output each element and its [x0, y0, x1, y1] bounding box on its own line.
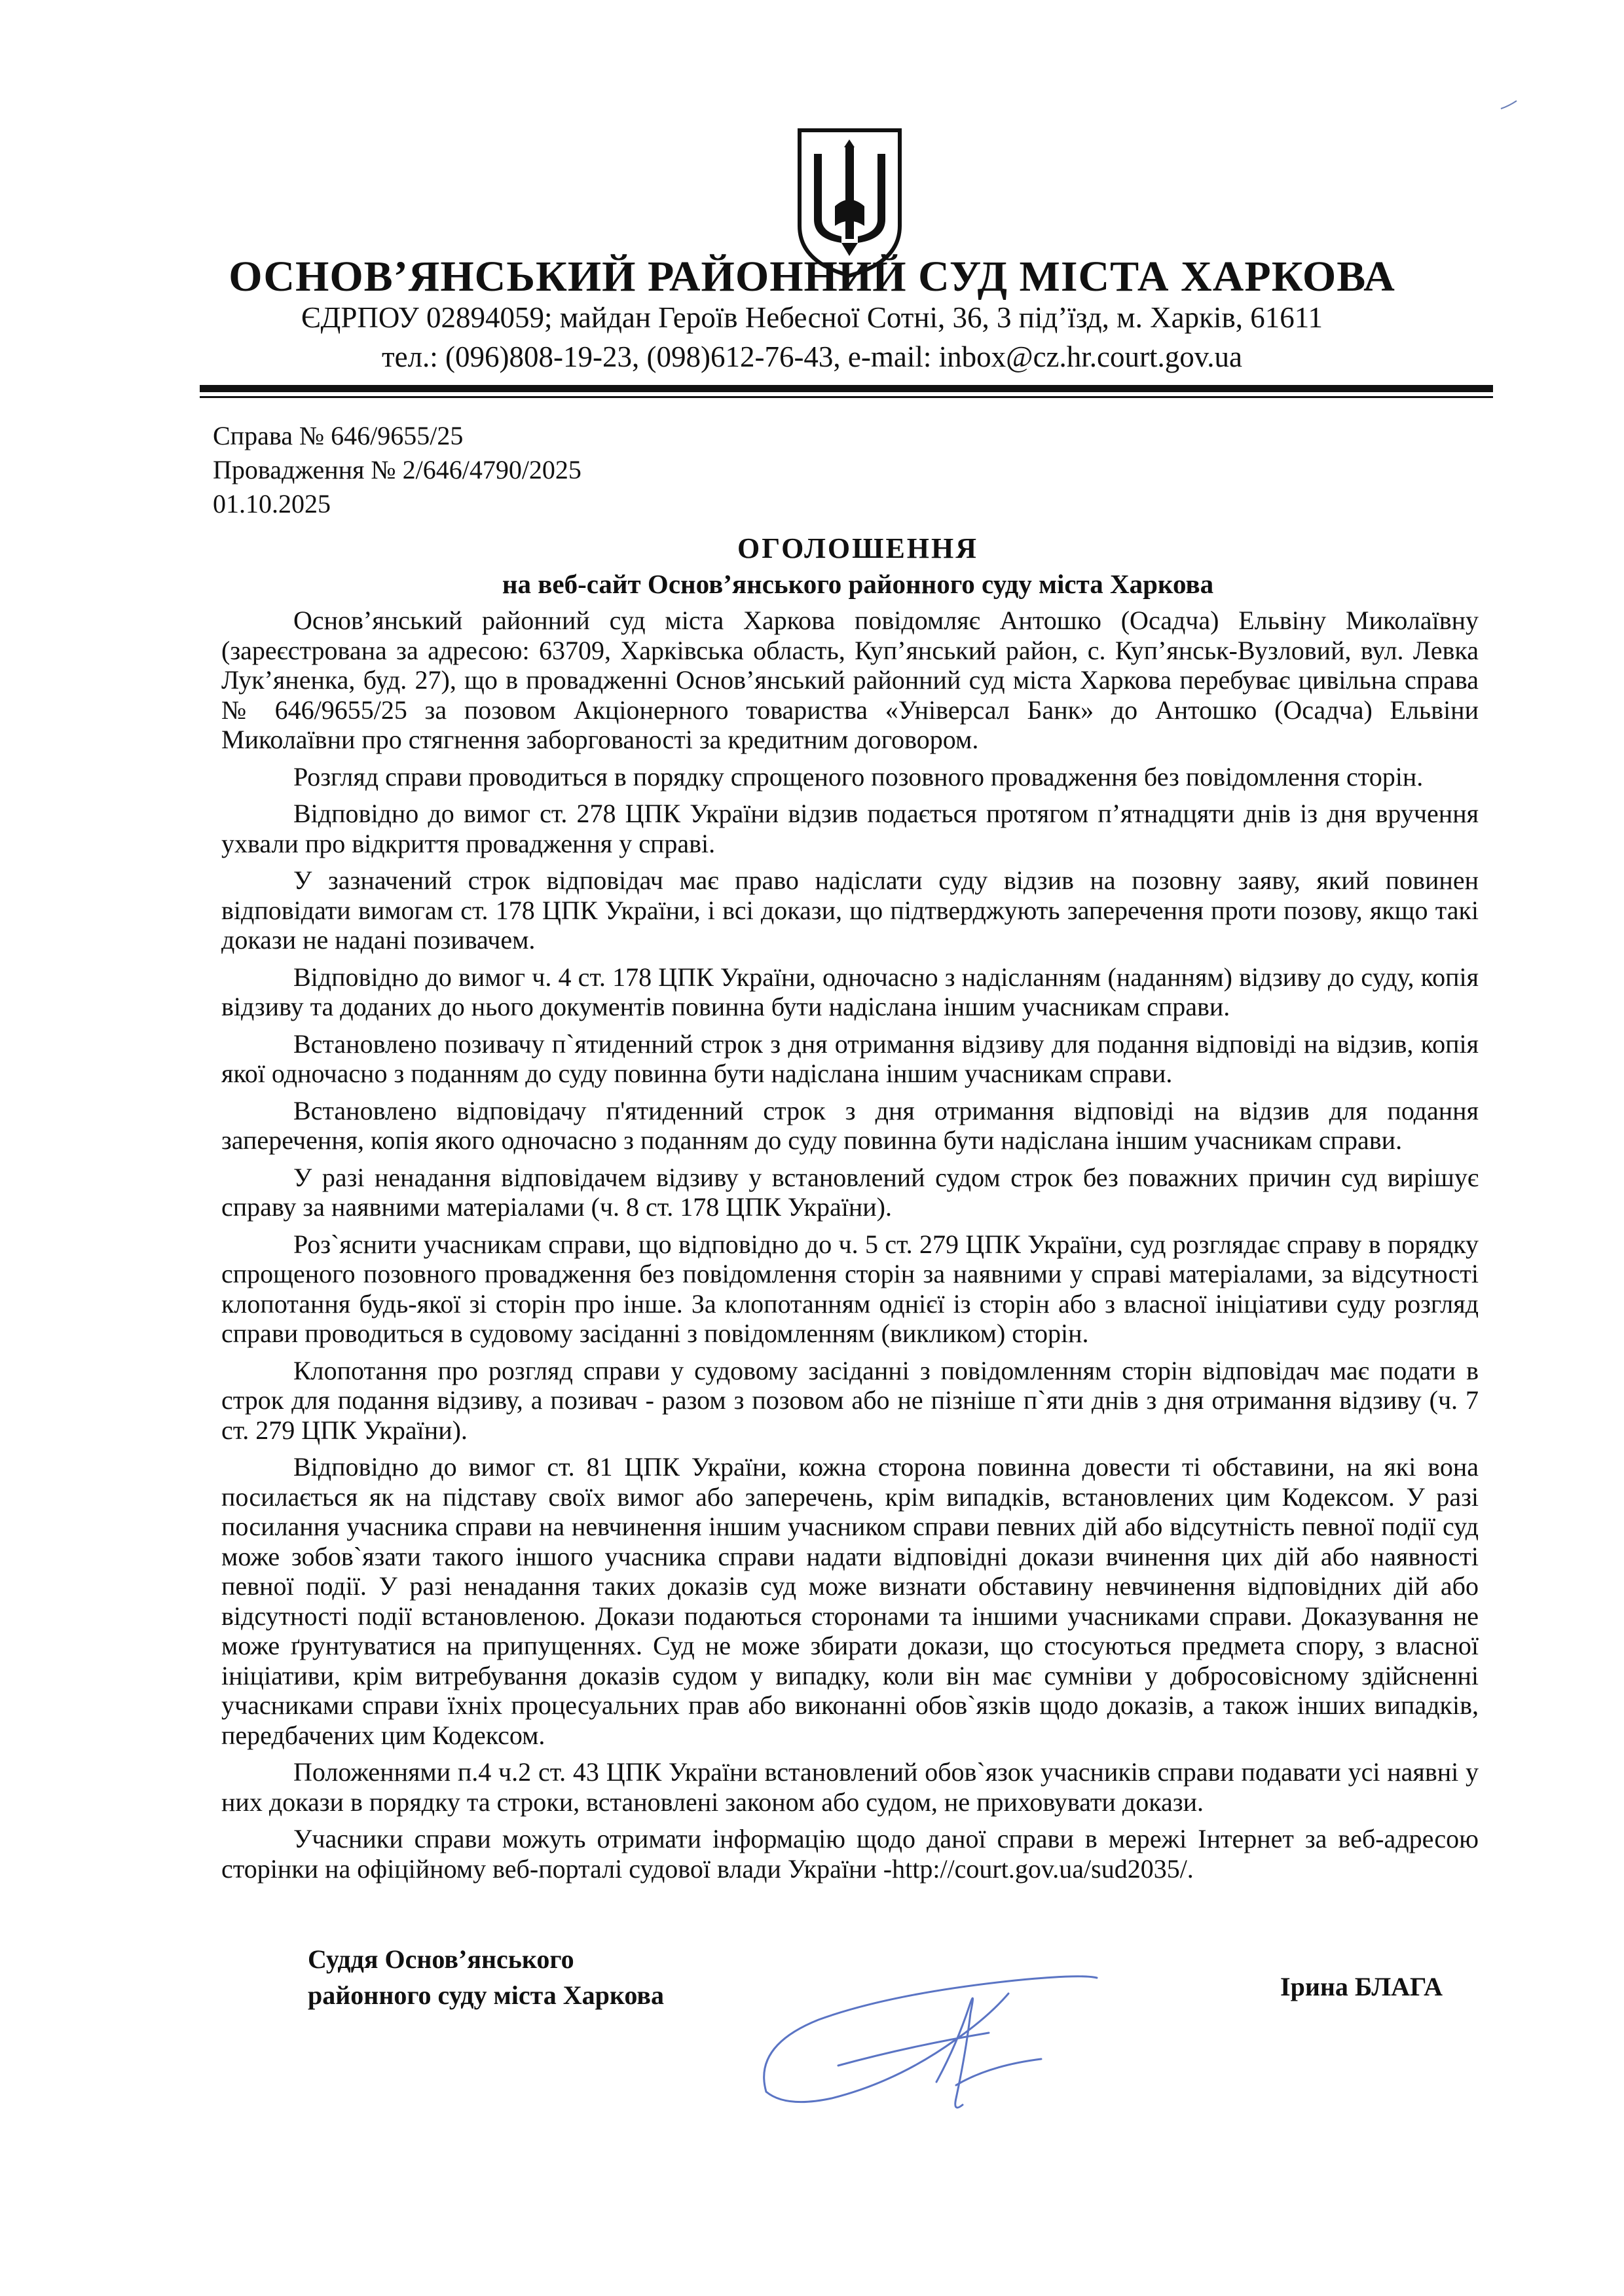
paragraph: Встановлено відповідачу п'ятиденний строк з дня отримання відповіді на відзив для подання заперечення, копія якого одночасно з поданням до суду повинна бути надіслана іншим учасникам справи.	[221, 1095, 1479, 1155]
paragraph: Основ’янський районний суд міста Харкова повідомляє Антошко (Осадча) Ельвіну Миколаївну (зареєстрована за адресою: 63709, Харківська область, Куп’янський район, с. Куп’янськ-Вузловий, вул. Левка Лук’яненка, буд. 27), що в провадженні Основ’янський районний суд міста Харкова перебуває цивільна справа № 646/9655/25 за позовом Акціонерного товариства «Універсал Банк» до Антошко (Осадча) Ельвіни Миколаївни про стягнення заборгованості за кредитним договором.	[221, 606, 1479, 754]
paragraph: Клопотання про розгляд справи у судовому засіданні з повідомленням сторін відповідач має подати в строк для подання відзиву, а позивач - разом з позовом або не пізніше п`яти днів з дня отримання відзиву (ч. 7 ст. 279 ЦПК України).	[221, 1355, 1479, 1445]
case-meta	[213, 419, 581, 521]
court-name: ОСНОВ’ЯНСЬКИЙ РАЙОННИЙ СУД МІСТА ХАРКОВА	[229, 253, 1395, 301]
paragraph: Встановлено позивачу п`ятиденний строк з дня отримання відзиву для подання відповіді на відзив, копія якої одночасно з поданням до суду повинна бути надіслана іншим учасникам справи.	[221, 1029, 1479, 1088]
judge-position-line: Суддя Основ’янського	[308, 1944, 574, 1974]
paragraph: Відповідно до вимог ч. 4 ст. 178 ЦПК України, одночасно з надісланням (наданням) відзиву до суду, копія відзиву та доданих до нього документів повинна бути надіслана іншим учасникам справи.	[221, 962, 1479, 1021]
paragraph: У зазначений строк відповідач має право надіслати суду відзив на позовну заяву, який повинен відповідати вимогам ст. 178 ЦПК України, і всі докази, що підтверджують заперечення проти позову, якщо такі докази не надані позивачем.	[221, 866, 1479, 955]
judge-position	[308, 1941, 664, 2013]
handwritten-signature-icon	[740, 1967, 1107, 2118]
case-number: Справа № 646/9655/25	[213, 421, 464, 450]
document-body	[221, 606, 1479, 1891]
paragraph: Відповідно до вимог ст. 81 ЦПК України, кожна сторона повинна довести ті обставини, на які вона посилається як на підставу своїх вимог або заперечень, крім випадків, встановлених цим Кодексом. У разі посилання учасника справи на невчинення іншим учасником справи певних дій або відсутність певної події суд може зобов`язати такого іншого учасника справи надати відповідні докази вчинення цих дій або наявності певної події. У разі ненадання таких доказів суд може визнати обставину невчинення відповідних дій або відсутності події встановленою. Докази подаються сторонами та іншими учасниками справи. Доказування не може ґрунтуватися на припущеннях. Суд не може збирати докази, що стосуються предмета спору, з власної ініціативи, крім витребування доказів судом у випадку, коли він має сумніви у добросовісному здійсненні учасниками справи їхніх процесуальних прав або виконанні обов`язків щодо доказів, а також інших випадків, передбачених цим Кодексом.	[221, 1452, 1479, 1750]
paragraph: Відповідно до вимог ст. 278 ЦПК України відзив подається протягом п’ятнадцяти днів із дня вручення ухвали про відкриття провадження у справі.	[221, 799, 1479, 858]
header-divider-thin	[200, 396, 1493, 398]
document-subtitle: на веб-сайт Основ’янського районного суду міста Харкова	[502, 569, 1214, 599]
judge-name: Ірина БЛАГА	[1280, 1972, 1443, 2001]
paragraph: У разі ненадання відповідачем відзиву у встановлений судом строк без поважних причин суд вирішує справу за наявними матеріалами (ч. 8 ст. 178 ЦПК України).	[221, 1162, 1479, 1222]
court-contacts: тел.: (096)808-19-23, (098)612-76-43, e-mail: inbox@cz.hr.court.gov.ua	[381, 340, 1243, 373]
proceeding-number: Провадження № 2/646/4790/2025	[213, 455, 581, 484]
court-address: ЄДРПОУ 02894059; майдан Героїв Небесної Сотні, 36, 3 під’їзд, м. Харків, 61611	[301, 301, 1323, 334]
scan-mark-icon	[1500, 98, 1519, 111]
paragraph: Роз`яснити учасникам справи, що відповідно до ч. 5 ст. 279 ЦПК України, суд розглядає справу в порядку спрощеного позовного провадження без повідомлення сторін за наявними у справі матеріалами, за відсутності клопотання будь-якої зі сторін про інше. За клопотанням однієї із сторін або з власної ініціативи суду розгляд справи проводиться в судовому засіданні з повідомленням (викликом) сторін.	[221, 1229, 1479, 1348]
paragraph: Учасники справи можуть отримати інформацію щодо даної справи в мережі Інтернет за веб-адресою сторінки на офіційному веб-порталі судової влади України -http://court.gov.ua/sud2035/.	[221, 1824, 1479, 1884]
document-title: ОГОЛОШЕННЯ	[737, 532, 979, 564]
header-divider-thick	[200, 385, 1493, 392]
judge-position-line: районного суду міста Харкова	[308, 1980, 665, 2010]
document-date: 01.10.2025	[213, 489, 331, 519]
paragraph: Положеннями п.4 ч.2 ст. 43 ЦПК України встановлений обов`язок учасників справи подавати усі наявні у них докази в порядку та строки, встановлені законом або судом, не приховувати докази.	[221, 1757, 1479, 1817]
paragraph: Розгляд справи проводиться в порядку спрощеного позовного провадження без повідомлення сторін.	[293, 761, 1424, 792]
